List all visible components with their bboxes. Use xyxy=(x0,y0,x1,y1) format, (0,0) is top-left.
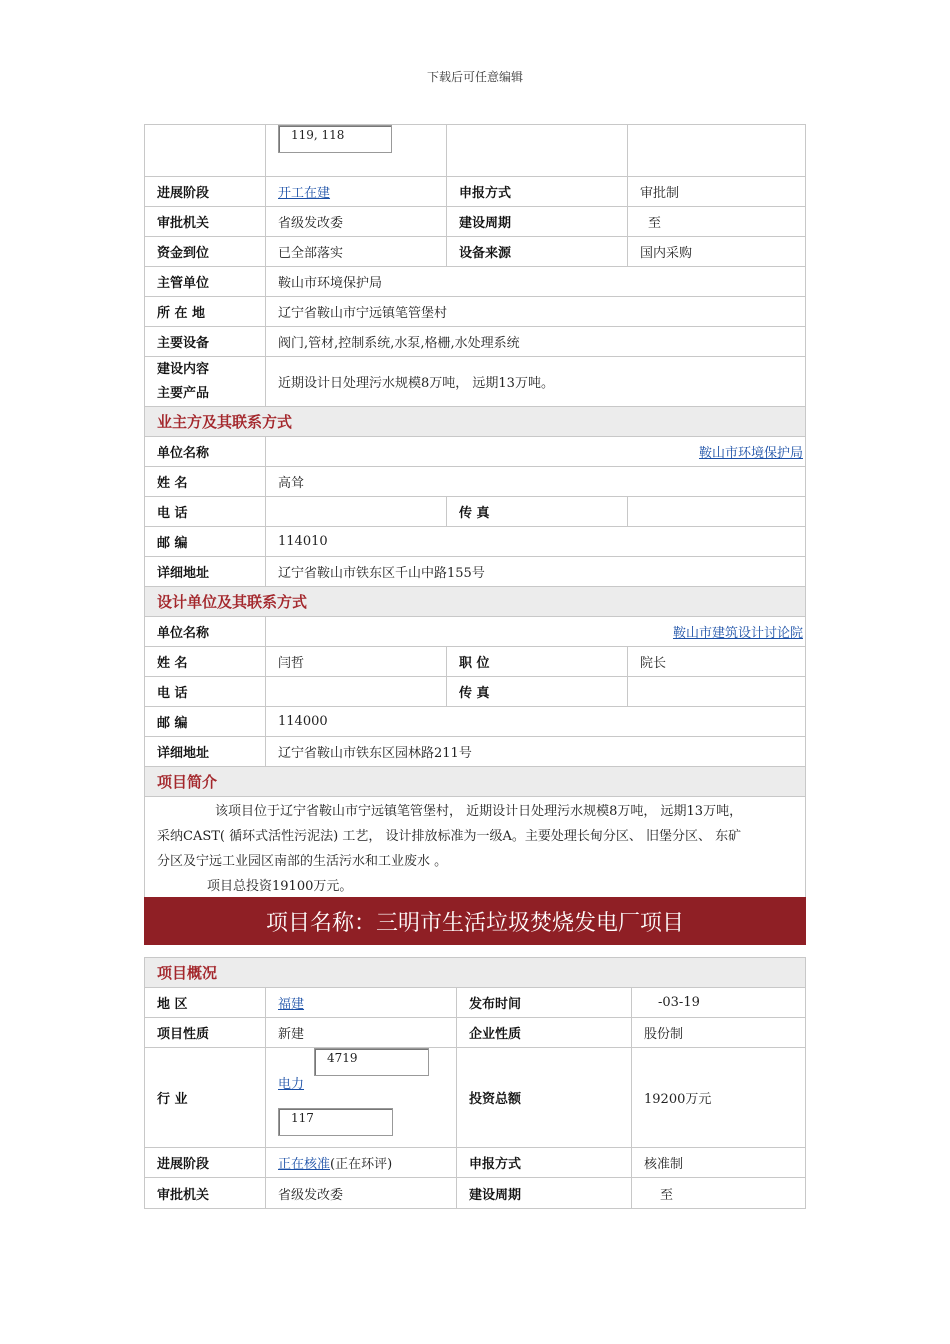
region-row xyxy=(145,988,805,1018)
org-row-2 xyxy=(145,1178,805,1208)
design-fax-label: 传 真 xyxy=(447,677,628,706)
project-table-2 xyxy=(144,957,806,1209)
stage-link-2[interactable]: 正在核准 xyxy=(278,1157,331,1172)
location-row xyxy=(145,297,805,327)
content-value: 近期设计日处理污水规模8万吨， 远期13万吨。 xyxy=(278,376,554,391)
industry-row xyxy=(145,125,805,177)
project-name-banner: 项目名称：三明市生活垃圾焚烧发电厂项目 xyxy=(144,897,806,945)
dept-row xyxy=(145,267,805,297)
nature-row xyxy=(145,1018,805,1048)
owner-person-value: 高耸 xyxy=(278,476,305,491)
investment-value: 19200万元 xyxy=(644,1092,712,1107)
equipment-label: 主要设备 xyxy=(145,327,266,356)
intro-line-1: 该项目位于辽宁省鞍山市宁远镇笔管堡村， 近期设计日处理污水规模8万吨， 远期13万吨， xyxy=(215,804,743,819)
region-label: 地 区 xyxy=(145,988,266,1017)
apply-label-2: 申报方式 xyxy=(457,1148,632,1177)
owner-phone-label: 电 话 xyxy=(145,497,266,526)
design-zip-value: 114000 xyxy=(278,714,328,729)
publish-time-label: 发布时间 xyxy=(457,988,632,1017)
apply-value-2: 核准制 xyxy=(644,1157,684,1172)
org-label: 审批机关 xyxy=(145,207,266,236)
owner-name-link[interactable]: 鞍山市环境保护局 xyxy=(698,446,803,461)
intro-line-4: 项目总投资19100万元。 xyxy=(207,879,353,894)
owner-address-label: 详细地址 xyxy=(145,557,266,586)
stage-note: (正在环评) xyxy=(330,1157,393,1172)
design-name-label: 单位名称 xyxy=(145,617,266,646)
design-person-label: 姓 名 xyxy=(145,647,266,676)
intro-line-3: 分区及宁远工业园区南部的生活污水和工业废水 。 xyxy=(157,854,448,869)
equipment-value: 阀门,管材,控制系统,水泵,格栅,水处理系统 xyxy=(278,336,520,351)
stage-label-2: 进展阶段 xyxy=(145,1148,266,1177)
fund-value: 已全部落实 xyxy=(266,237,447,266)
overview-section-title: 项目概况 xyxy=(145,958,805,988)
design-address-row xyxy=(145,737,805,767)
owner-person-row xyxy=(145,467,805,497)
industry-link[interactable]: 电力 xyxy=(278,1077,305,1092)
investment-label: 投资总额 xyxy=(457,1048,632,1147)
design-zip-row xyxy=(145,707,805,737)
org-value: 省级发改委 xyxy=(266,207,447,236)
period-value: 至 xyxy=(648,216,662,231)
owner-fax-label: 传 真 xyxy=(447,497,628,526)
owner-address-row xyxy=(145,557,805,587)
period-value-2: 至 xyxy=(660,1187,674,1203)
design-person-row xyxy=(145,647,805,677)
owner-address-value: 辽宁省鞍山市铁东区千山中路155号 xyxy=(278,566,485,581)
intro-line-2: 采纳CAST( 循环式活性污泥法) 工艺， 设计排放标准为一级A。主要处理长甸分区、 旧堡分区、 东矿 xyxy=(157,829,742,844)
owner-zip-row xyxy=(145,527,805,557)
stage-row-2 xyxy=(145,1148,805,1178)
location-value: 辽宁省鞍山市宁远镇笔管堡村 xyxy=(278,306,448,321)
stage-link[interactable]: 开工在建 xyxy=(278,186,331,201)
dept-label: 主管单位 xyxy=(145,267,266,296)
period-label: 建设周期 xyxy=(447,207,628,236)
design-phone-label: 电 话 xyxy=(145,677,266,706)
location-label: 所 在 地 xyxy=(145,297,266,326)
design-zip-label: 邮 编 xyxy=(145,707,266,736)
corp-nature-value: 股份制 xyxy=(644,1027,684,1042)
owner-name-row xyxy=(145,437,805,467)
design-position-value: 院长 xyxy=(640,656,667,671)
publish-time-value: -03-19 xyxy=(658,995,700,1010)
industry-code-field-2[interactable]: 117 xyxy=(278,1108,393,1136)
design-person-value: 闫哲 xyxy=(266,647,447,676)
owner-person-label: 姓 名 xyxy=(145,467,266,496)
page-header: 下载后可任意编辑 xyxy=(426,70,523,84)
owner-zip-value: 114010 xyxy=(278,534,328,549)
stage-row xyxy=(145,177,805,207)
industry-invest-row xyxy=(145,1048,805,1148)
period-label-2: 建设周期 xyxy=(457,1178,632,1208)
nature-label: 项目性质 xyxy=(145,1018,266,1047)
intro-section-title: 项目简介 xyxy=(145,767,805,797)
design-address-label: 详细地址 xyxy=(145,737,266,766)
content-row xyxy=(145,357,805,407)
owner-section-title: 业主方及其联系方式 xyxy=(145,407,805,437)
apply-label: 申报方式 xyxy=(447,177,628,206)
design-name-link[interactable]: 鞍山市建筑设计讨论院 xyxy=(672,626,803,641)
dept-value: 鞍山市环境保护局 xyxy=(278,276,383,291)
design-position-label: 职 位 xyxy=(447,647,628,676)
fund-row xyxy=(145,237,805,267)
owner-zip-label: 邮 编 xyxy=(145,527,266,556)
equip-source-label: 设备来源 xyxy=(447,237,628,266)
industry-code-field-1[interactable]: 4719 xyxy=(314,1048,429,1076)
nature-value: 新建 xyxy=(266,1018,457,1047)
equipment-row xyxy=(145,327,805,357)
stage-label: 进展阶段 xyxy=(145,177,266,206)
intro-body xyxy=(145,797,805,899)
design-phone-row xyxy=(145,677,805,707)
corp-nature-label: 企业性质 xyxy=(457,1018,632,1047)
content-label: 建设内容 xyxy=(157,361,210,377)
owner-phone-row xyxy=(145,497,805,527)
product-label: 主要产品 xyxy=(157,385,210,401)
owner-name-label: 单位名称 xyxy=(145,437,266,466)
region-link[interactable]: 福建 xyxy=(278,997,305,1012)
org-row xyxy=(145,207,805,237)
design-name-row xyxy=(145,617,805,647)
industry-label: 行 业 xyxy=(145,1048,266,1147)
org-label-2: 审批机关 xyxy=(145,1178,266,1208)
equip-source-value: 国内采购 xyxy=(640,246,693,261)
project-table-1 xyxy=(144,124,806,900)
design-address-value: 辽宁省鞍山市铁东区园林路211号 xyxy=(278,746,472,761)
industry-code-field[interactable]: 119, 118 xyxy=(278,125,392,153)
fund-label: 资金到位 xyxy=(145,237,266,266)
apply-value: 审批制 xyxy=(640,186,680,201)
design-section-title: 设计单位及其联系方式 xyxy=(145,587,805,617)
org-value-2: 省级发改委 xyxy=(266,1178,457,1208)
